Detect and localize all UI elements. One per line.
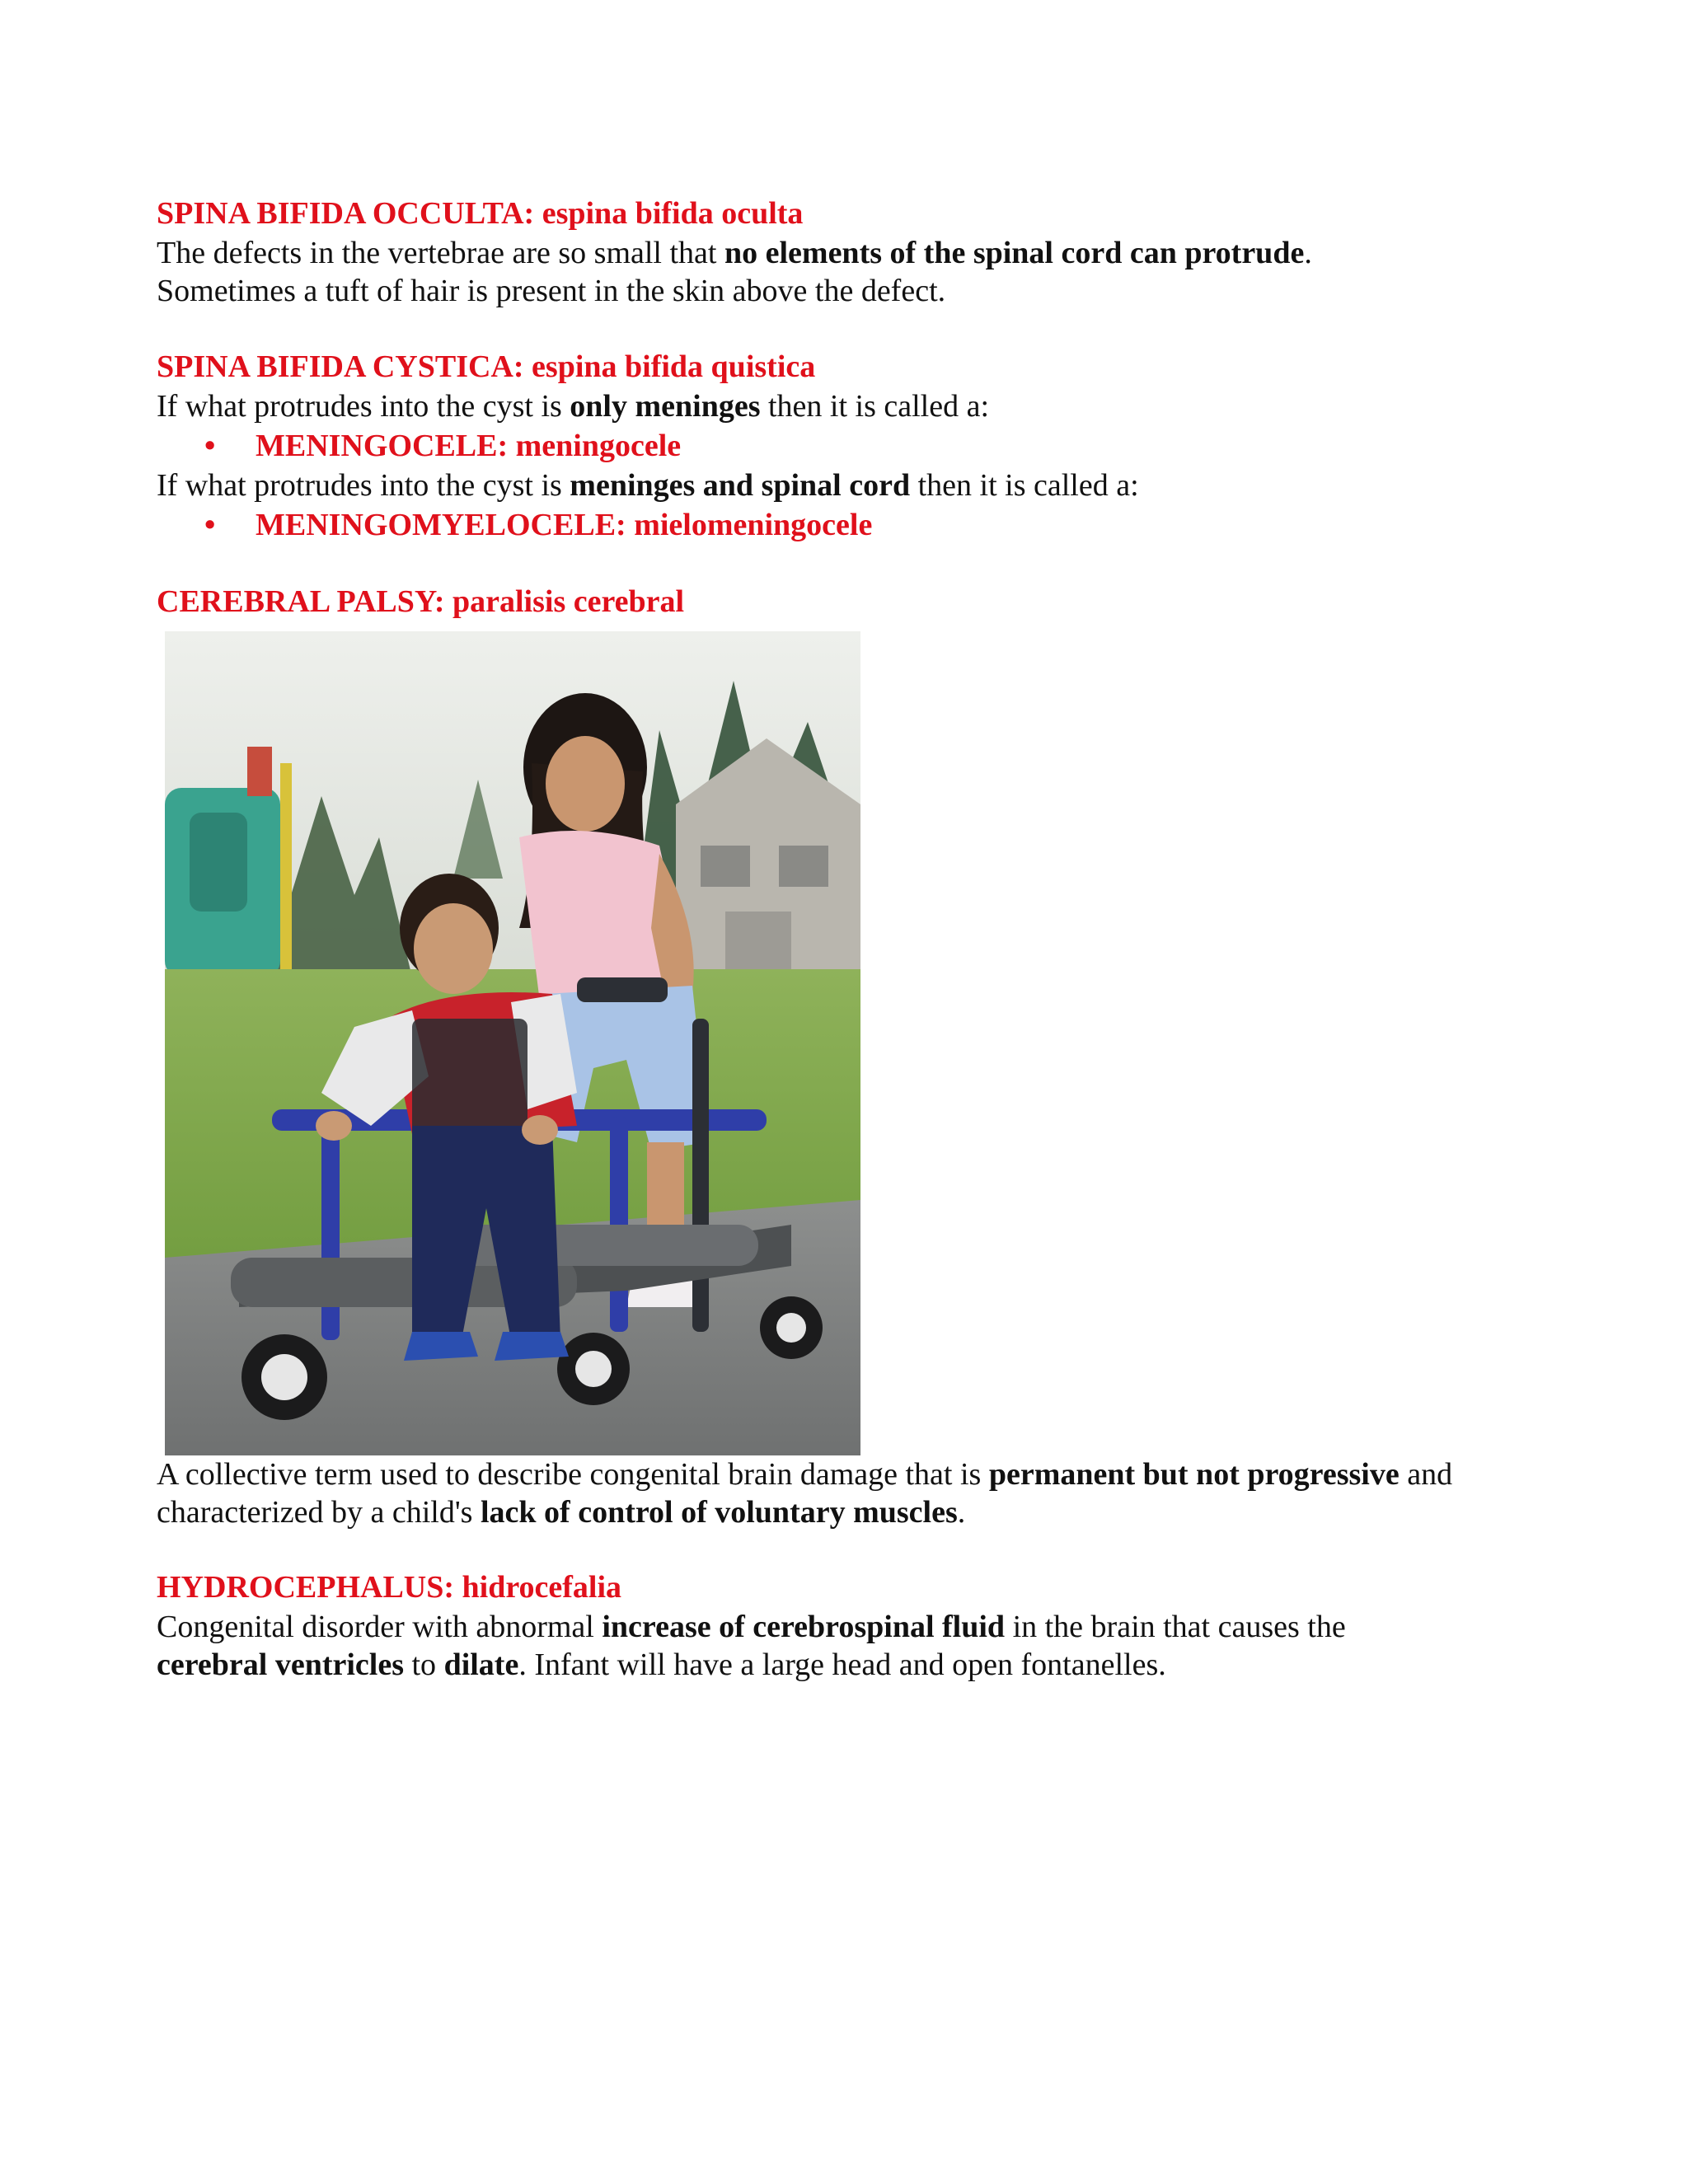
occulta-text-line-1 (157, 234, 1312, 272)
cystica-text-line-2 (157, 466, 1139, 504)
text-run: The defects in the vertebrae are so small that (157, 236, 724, 270)
bold-run: meninges and spinal cord (570, 468, 911, 503)
bullet-meningocele: MENINGOCELE: meningocele (256, 429, 682, 463)
heading-spina-bifida-occulta: SPINA BIFIDA OCCULTA: espina bifida oculta (157, 196, 804, 231)
heading-spina-bifida-cystica: SPINA BIFIDA CYSTICA: espina bifida quistica (157, 349, 816, 384)
bullet-meningomyelocele: MENINGOMYELOCELE: mielomeningocele (256, 508, 873, 542)
text-run: and (1399, 1457, 1453, 1492)
text-run: then it is called a: (910, 468, 1139, 503)
hydro-text-line-2 (157, 1646, 1166, 1684)
bold-run: no elements of the spinal cord can protrude (724, 236, 1305, 270)
text-run: to (404, 1647, 444, 1682)
text-run: then it is called a: (760, 389, 990, 424)
bold-run: permanent but not progressive (988, 1457, 1400, 1492)
text-run: If what protrudes into the cyst is (157, 389, 570, 424)
hydro-text-line-1 (157, 1608, 1346, 1646)
text-run: . Infant will have a large head and open fontanelles. (518, 1647, 1166, 1682)
child-walker-photo (165, 631, 860, 1455)
palsy-text-line-1 (157, 1455, 1452, 1493)
text-run: If what protrudes into the cyst is (157, 468, 570, 503)
bold-run: dilate (443, 1647, 519, 1682)
bold-run: lack of control of voluntary muscles (480, 1495, 958, 1530)
heading-hydrocephalus: HYDROCEPHALUS: hidrocefalia (157, 1570, 622, 1605)
bold-run: cerebral ventricles (157, 1647, 404, 1682)
bold-run: only meninges (570, 389, 761, 424)
text-run: A collective term used to describe congenital brain damage that is (157, 1457, 989, 1492)
bold-run: increase of cerebrospinal fluid (602, 1610, 1006, 1644)
text-run: in the brain that causes the (1005, 1610, 1346, 1644)
occulta-text-line-2: Sometimes a tuft of hair is present in the skin above the defect. (157, 274, 946, 308)
bullet-icon: • (204, 429, 216, 463)
cystica-text-line-1 (157, 387, 989, 425)
text-run: . (957, 1495, 966, 1530)
text-run: Congenital disorder with abnormal (157, 1610, 603, 1644)
bullet-icon: • (204, 508, 216, 542)
palsy-text-line-2 (157, 1493, 965, 1531)
text-run: . (1304, 236, 1312, 270)
heading-cerebral-palsy: CEREBRAL PALSY: paralisis cerebral (157, 584, 685, 619)
text-run: characterized by a child's (157, 1495, 481, 1530)
